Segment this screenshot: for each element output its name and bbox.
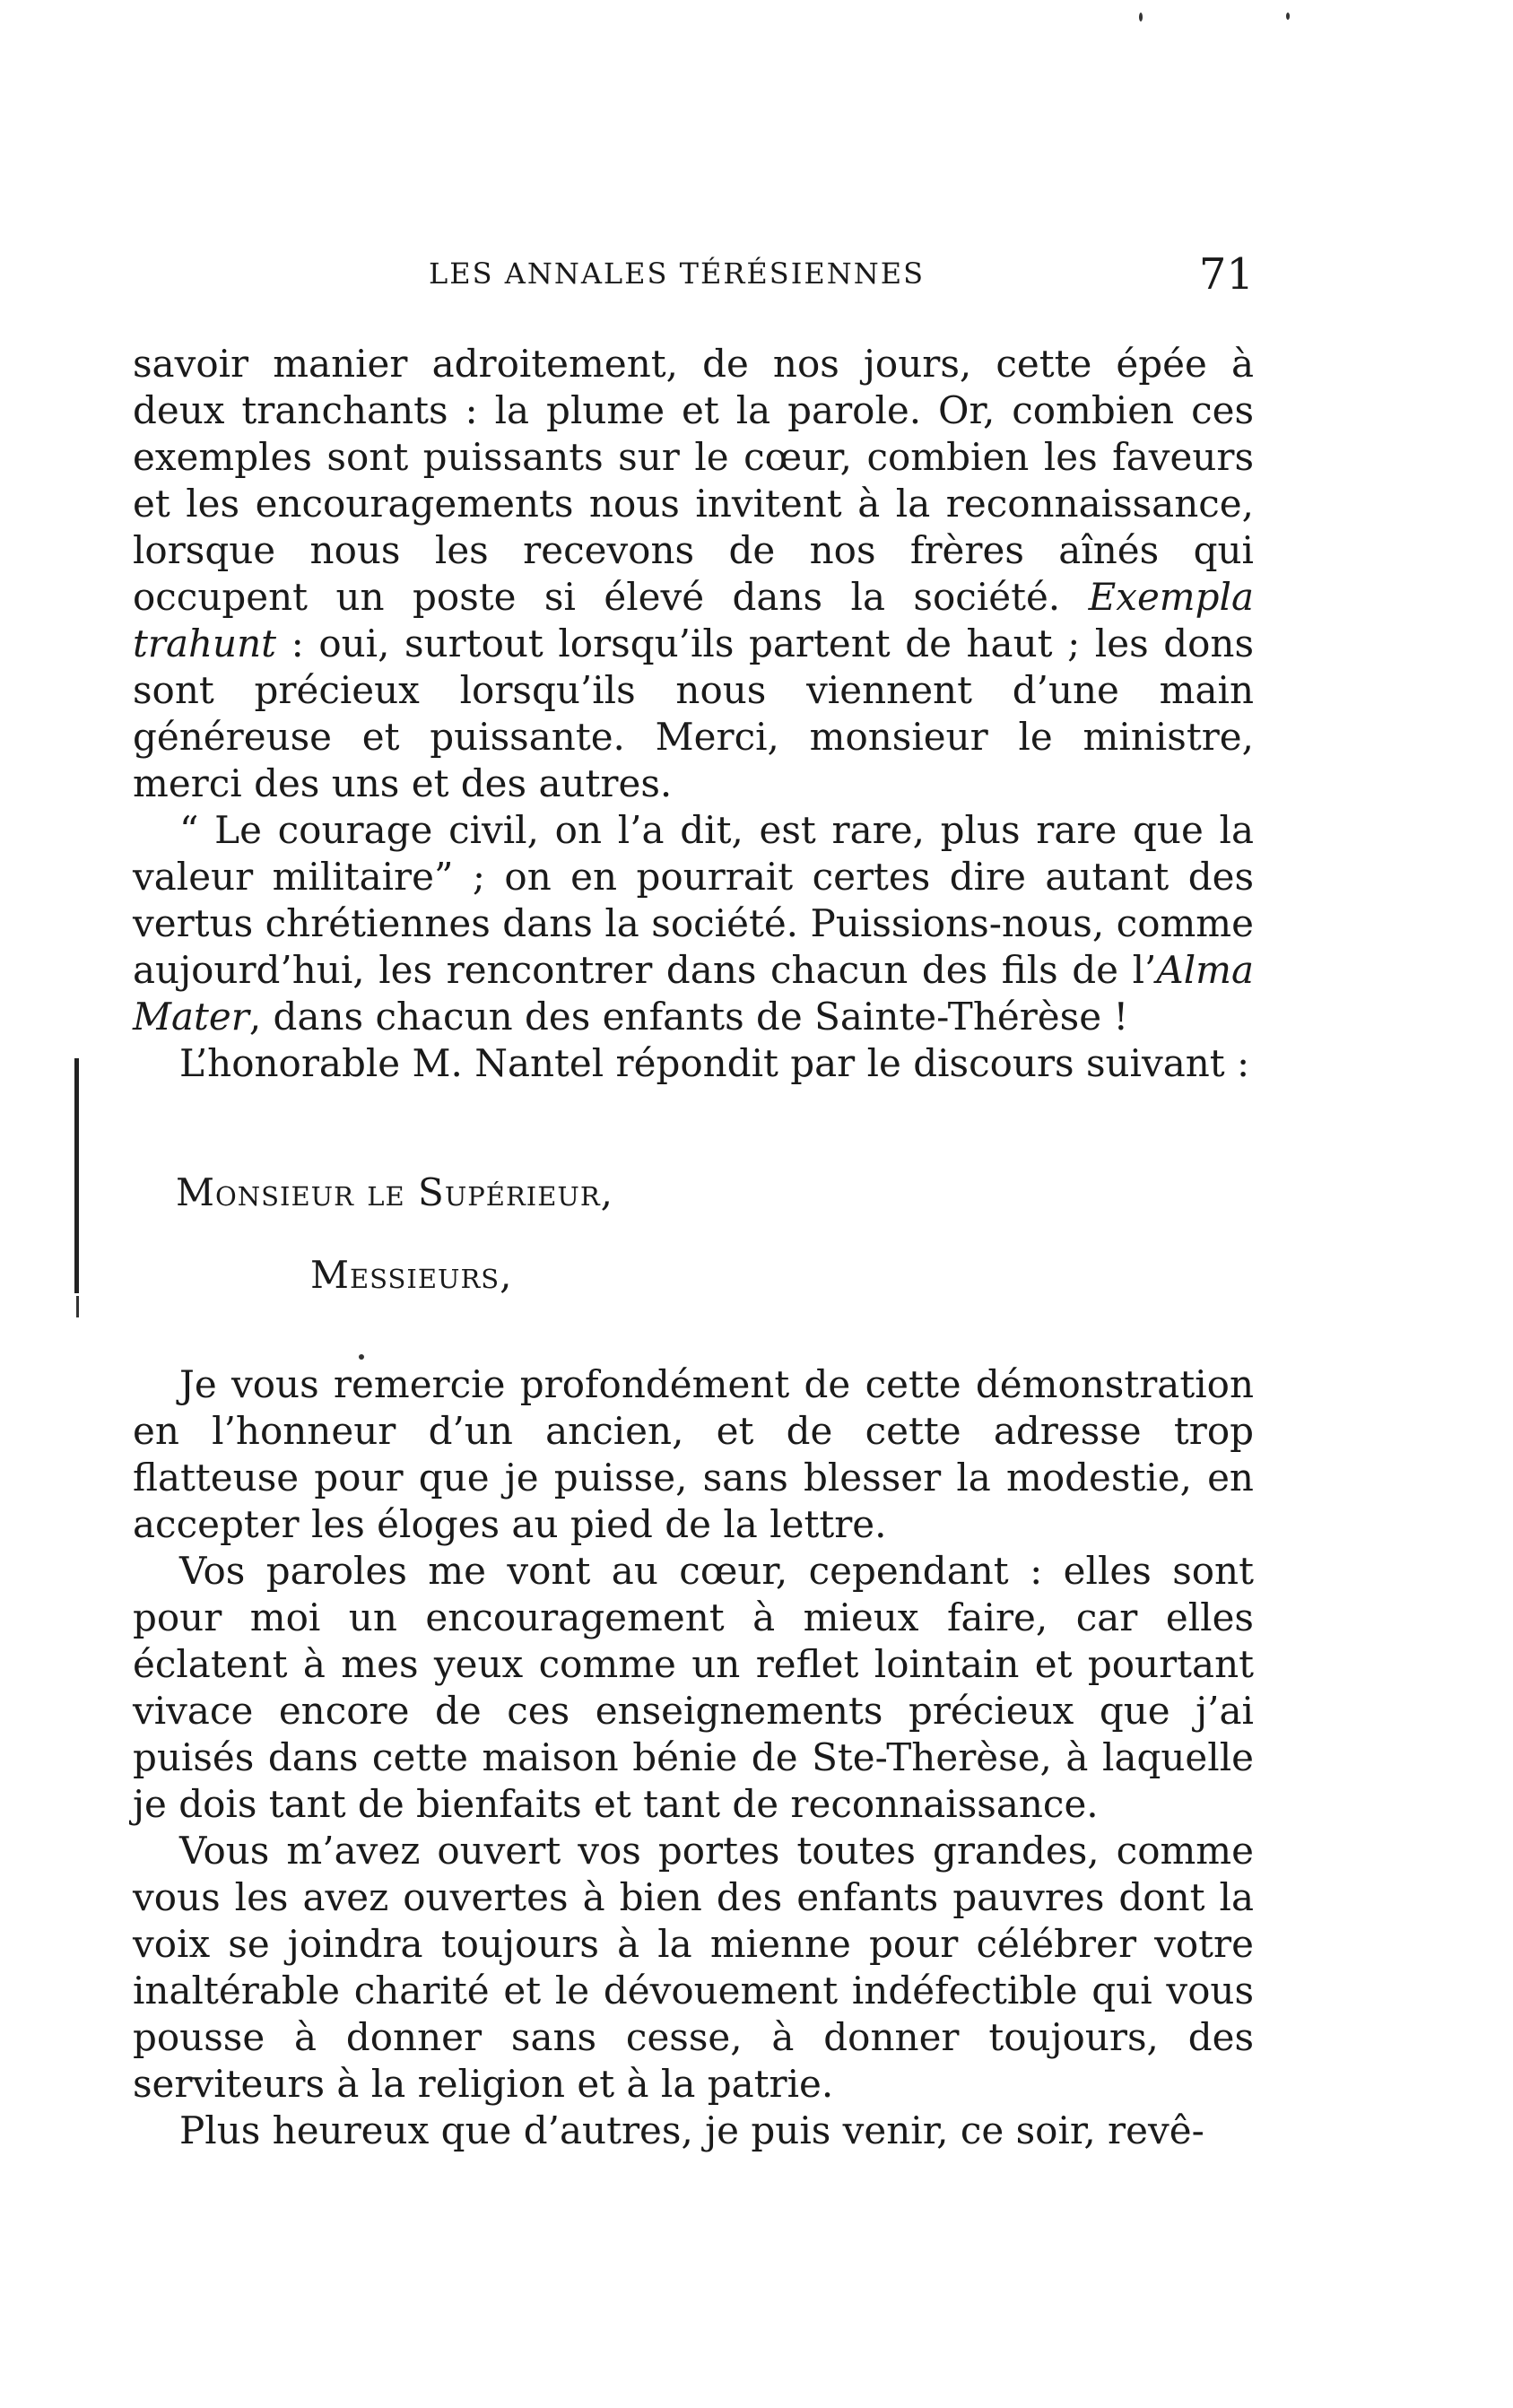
page-number: 71 [1198, 249, 1254, 300]
paragraph: L’honorable M. Nantel répondit par le discours suivant : [179, 1041, 1250, 1085]
speech-paragraph: Vos paroles me vont au cœur, cependant : elles sont pour moi un encouragement à mieux faire, car elles éclatent à mes yeux comme un reflet lointain et pourtant vivace encore de ces enseignements précieux que j’ai puisés dans cette maison bénie de Ste-Therèse, à laquelle je dois tant de bienfaits et tant de reconnaissance. [133, 1549, 1254, 1826]
margin-mark [74, 1058, 79, 1293]
ink-speck [1286, 13, 1290, 20]
body-text [133, 341, 1254, 2154]
paragraph-text: : oui, surtout lorsqu’ils partent de haut ; les dons sont précieux lorsqu’ils nous viennent d’une main généreuse et puissante. Merci, monsieur le ministre, merci des uns et des autres. [133, 622, 1254, 805]
speech-paragraph: Vous m’avez ouvert vos portes toutes grandes, comme vous les avez ouvertes à bien des enfants pauvres dont la voix se joindra toujours à la mienne pour célébrer votre inaltérable charité et le dévouement indéfectible qui vous pousse à donner sans cesse, à donner toujours, des serviteurs à la religion et à la patrie. [133, 1829, 1254, 2106]
salutation-line-1: Monsieur le Supérieur, [176, 1170, 614, 1214]
speech-paragraph: Je vous remercie profondément de cette démonstration en l’honneur d’un ancien, et de cette adresse trop flatteuse pour que je puisse, sans blesser la modestie, en accepter les éloges au pied de la lettre. [133, 1362, 1254, 1546]
margin-mark-lower [76, 1296, 79, 1317]
paragraph-text: , dans chacun des enfants de Sainte-Thérèse ! [248, 995, 1129, 1039]
running-title: LES ANNALES TÉRÉSIENNES [429, 256, 925, 291]
paragraph [133, 807, 1254, 1040]
running-head [429, 249, 1254, 300]
salutation-line-2: Messieurs, [310, 1253, 513, 1297]
paragraph-text: savoir manier adroitement, de nos jours, cette épée à deux tranchants : la plume et la parole. Or, combien ces exemples sont puissants sur le cœur, combien les faveurs et les encouragements nous invitent à la reconnaissance, lorsque nous les recevons de nos frères aînés qui occupent un poste si élevé dans la société. [133, 342, 1254, 619]
latin-phrase: Exempla trahunt [133, 575, 1254, 665]
ink-speck [1139, 13, 1143, 22]
paragraph-text: “ Le courage civil, on l’a dit, est rare, plus rare que la valeur militaire” ; on en pourrait certes dire autant des vertus chrétiennes dans la société. Puissions-nous, comme aujourd’hui, les rencontrer dans chacun des fils de l’ [133, 808, 1254, 992]
speech-paragraph: Plus heureux que d’autres, je puis venir, ce soir, revê- [179, 2108, 1204, 2152]
paragraph [133, 341, 1254, 807]
latin-phrase: Alma Mater [133, 948, 1254, 1039]
